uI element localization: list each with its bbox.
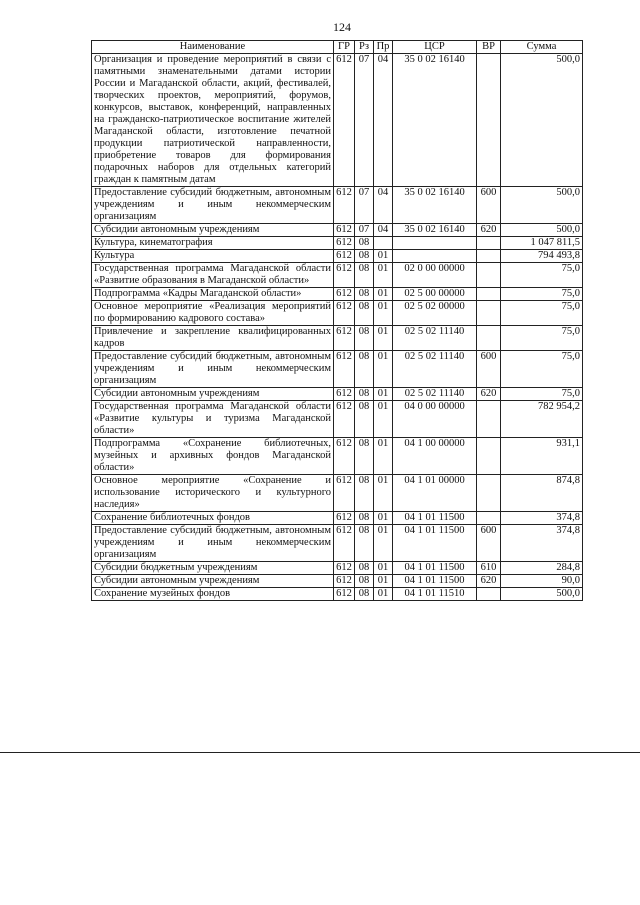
cell-name: Субсидии автономным учреждениям (92, 575, 334, 588)
cell-csr: 02 5 02 00000 (393, 301, 477, 326)
table-row (92, 588, 583, 601)
table-row (92, 512, 583, 525)
cell-name: Субсидии автономным учреждениям (92, 224, 334, 237)
cell-pr: 01 (374, 250, 393, 263)
cell-vr (477, 54, 501, 187)
cell-rz: 08 (355, 351, 374, 388)
cell-csr: 35 0 02 16140 (393, 224, 477, 237)
cell-csr: 04 1 01 11500 (393, 525, 477, 562)
cell-csr: 04 1 01 11500 (393, 512, 477, 525)
cell-name: Сохранение библиотечных фондов (92, 512, 334, 525)
cell-pr: 04 (374, 54, 393, 187)
cell-vr: 620 (477, 388, 501, 401)
cell-vr (477, 301, 501, 326)
cell-csr: 02 5 02 11140 (393, 326, 477, 351)
cell-csr: 04 1 01 11510 (393, 588, 477, 601)
cell-rz: 08 (355, 301, 374, 326)
cell-pr: 01 (374, 326, 393, 351)
cell-rz: 07 (355, 187, 374, 224)
cell-vr (477, 263, 501, 288)
cell-rz: 08 (355, 525, 374, 562)
cell-name: Субсидии автономным учреждениям (92, 388, 334, 401)
cell-rz: 08 (355, 575, 374, 588)
table-header (92, 41, 583, 54)
table-row (92, 401, 583, 438)
cell-name: Привлечение и закрепление квалифицированных кадров (92, 326, 334, 351)
cell-csr: 02 0 00 00000 (393, 263, 477, 288)
cell-pr: 01 (374, 351, 393, 388)
table-row (92, 237, 583, 250)
cell-name: Государственная программа Магаданской области «Развитие образования в Магаданской области» (92, 263, 334, 288)
cell-vr: 600 (477, 187, 501, 224)
cell-name: Предоставление субсидий бюджетным, автономным учреждениям и иным некоммерческим организациям (92, 351, 334, 388)
cell-gr: 612 (334, 54, 355, 187)
cell-gr: 612 (334, 250, 355, 263)
cell-sum: 284,8 (501, 562, 583, 575)
cell-sum: 794 493,8 (501, 250, 583, 263)
cell-pr: 01 (374, 438, 393, 475)
cell-csr: 35 0 02 16140 (393, 54, 477, 187)
header-vr: ВР (477, 41, 501, 54)
cell-name: Основное мероприятие «Сохранение и использование исторического и культурного наследия» (92, 475, 334, 512)
cell-pr: 04 (374, 224, 393, 237)
cell-rz: 08 (355, 562, 374, 575)
table-row (92, 388, 583, 401)
bottom-divider (0, 752, 640, 753)
table-row (92, 250, 583, 263)
cell-pr: 01 (374, 401, 393, 438)
cell-pr: 01 (374, 263, 393, 288)
table-row (92, 351, 583, 388)
cell-gr: 612 (334, 438, 355, 475)
cell-pr: 01 (374, 512, 393, 525)
cell-sum: 1 047 811,5 (501, 237, 583, 250)
cell-csr: 02 5 00 00000 (393, 288, 477, 301)
cell-gr: 612 (334, 326, 355, 351)
cell-csr: 04 1 01 11500 (393, 575, 477, 588)
table-row (92, 263, 583, 288)
cell-vr: 600 (477, 525, 501, 562)
cell-gr: 612 (334, 525, 355, 562)
cell-csr: 04 0 00 00000 (393, 401, 477, 438)
cell-pr: 01 (374, 388, 393, 401)
cell-name: Субсидии бюджетным учреждениям (92, 562, 334, 575)
cell-sum: 75,0 (501, 326, 583, 351)
table-row (92, 288, 583, 301)
cell-rz: 07 (355, 224, 374, 237)
header-pr: Пр (374, 41, 393, 54)
cell-name: Предоставление субсидий бюджетным, автономным учреждениям и иным некоммерческим организациям (92, 187, 334, 224)
table-row (92, 301, 583, 326)
cell-rz: 08 (355, 401, 374, 438)
header-name: Наименование (92, 41, 334, 54)
cell-pr (374, 237, 393, 250)
cell-vr (477, 237, 501, 250)
cell-vr (477, 512, 501, 525)
cell-gr: 612 (334, 475, 355, 512)
cell-gr: 612 (334, 575, 355, 588)
cell-rz: 08 (355, 512, 374, 525)
cell-vr: 620 (477, 224, 501, 237)
cell-sum: 500,0 (501, 54, 583, 187)
cell-sum: 500,0 (501, 187, 583, 224)
cell-rz: 08 (355, 475, 374, 512)
cell-name: Основное мероприятие «Реализация мероприятий по формированию кадрового состава» (92, 301, 334, 326)
cell-rz: 08 (355, 438, 374, 475)
cell-rz: 07 (355, 54, 374, 187)
table-row (92, 525, 583, 562)
cell-pr: 01 (374, 588, 393, 601)
cell-pr: 04 (374, 187, 393, 224)
header-sum: Сумма (501, 41, 583, 54)
cell-sum: 75,0 (501, 263, 583, 288)
cell-gr: 612 (334, 512, 355, 525)
table-row (92, 187, 583, 224)
cell-vr (477, 326, 501, 351)
cell-sum: 931,1 (501, 438, 583, 475)
cell-sum: 874,8 (501, 475, 583, 512)
cell-vr (477, 288, 501, 301)
cell-vr (477, 588, 501, 601)
cell-csr (393, 237, 477, 250)
cell-sum: 75,0 (501, 288, 583, 301)
budget-table (91, 40, 583, 601)
cell-rz: 08 (355, 588, 374, 601)
cell-gr: 612 (334, 588, 355, 601)
cell-sum: 374,8 (501, 512, 583, 525)
table-row (92, 562, 583, 575)
cell-gr: 612 (334, 562, 355, 575)
cell-sum: 500,0 (501, 224, 583, 237)
cell-pr: 01 (374, 288, 393, 301)
cell-sum: 782 954,2 (501, 401, 583, 438)
cell-pr: 01 (374, 475, 393, 512)
header-gr: ГР (334, 41, 355, 54)
cell-pr: 01 (374, 525, 393, 562)
cell-csr (393, 250, 477, 263)
cell-vr (477, 475, 501, 512)
cell-sum: 90,0 (501, 575, 583, 588)
cell-sum: 75,0 (501, 301, 583, 326)
cell-csr: 04 1 01 00000 (393, 475, 477, 512)
cell-sum: 500,0 (501, 588, 583, 601)
cell-gr: 612 (334, 288, 355, 301)
cell-gr: 612 (334, 351, 355, 388)
page-number: 124 (333, 20, 351, 34)
cell-csr: 35 0 02 16140 (393, 187, 477, 224)
table-row (92, 575, 583, 588)
table-row (92, 326, 583, 351)
cell-gr: 612 (334, 187, 355, 224)
table-row (92, 54, 583, 187)
cell-csr: 04 1 01 11500 (393, 562, 477, 575)
table-body (92, 54, 583, 601)
cell-gr: 612 (334, 301, 355, 326)
cell-name: Сохранение музейных фондов (92, 588, 334, 601)
cell-gr: 612 (334, 263, 355, 288)
cell-vr (477, 250, 501, 263)
cell-csr: 04 1 00 00000 (393, 438, 477, 475)
cell-vr (477, 401, 501, 438)
cell-name: Государственная программа Магаданской области «Развитие культуры и туризма Магаданской области» (92, 401, 334, 438)
cell-rz: 08 (355, 250, 374, 263)
cell-name: Подпрограмма «Сохранение библиотечных, музейных и архивных фондов Магаданской области» (92, 438, 334, 475)
cell-gr: 612 (334, 237, 355, 250)
cell-rz: 08 (355, 388, 374, 401)
cell-rz: 08 (355, 263, 374, 288)
header-csr: ЦСР (393, 41, 477, 54)
cell-vr (477, 438, 501, 475)
cell-vr: 600 (477, 351, 501, 388)
cell-name: Культура, кинематография (92, 237, 334, 250)
cell-csr: 02 5 02 11140 (393, 388, 477, 401)
cell-gr: 612 (334, 224, 355, 237)
table-row (92, 475, 583, 512)
cell-rz: 08 (355, 288, 374, 301)
table-row (92, 224, 583, 237)
cell-gr: 612 (334, 401, 355, 438)
header-rz: Рз (355, 41, 374, 54)
cell-gr: 612 (334, 388, 355, 401)
cell-pr: 01 (374, 562, 393, 575)
cell-pr: 01 (374, 301, 393, 326)
cell-name: Культура (92, 250, 334, 263)
table-row (92, 438, 583, 475)
cell-rz: 08 (355, 326, 374, 351)
cell-csr: 02 5 02 11140 (393, 351, 477, 388)
cell-vr: 610 (477, 562, 501, 575)
cell-sum: 75,0 (501, 388, 583, 401)
cell-name: Организация и проведение мероприятий в связи с памятными знаменательными датами истории России и Магаданской области, акций, фестивалей, творческих проектов, мероприятий, форумов, конкурсов, выставок, конференций, направленных на гражданско-патриотическое воспитание жителей Магаданской области, изготовление печатной продукции патриотической направленности, приобретение товаров для формирования подарочных наборов для отдельных категорий граждан к памятным датам (92, 54, 334, 187)
cell-pr: 01 (374, 575, 393, 588)
cell-sum: 374,8 (501, 525, 583, 562)
cell-vr: 620 (477, 575, 501, 588)
cell-name: Предоставление субсидий бюджетным, автономным учреждениям и иным некоммерческим организациям (92, 525, 334, 562)
cell-name: Подпрограмма «Кадры Магаданской области» (92, 288, 334, 301)
cell-rz: 08 (355, 237, 374, 250)
cell-sum: 75,0 (501, 351, 583, 388)
